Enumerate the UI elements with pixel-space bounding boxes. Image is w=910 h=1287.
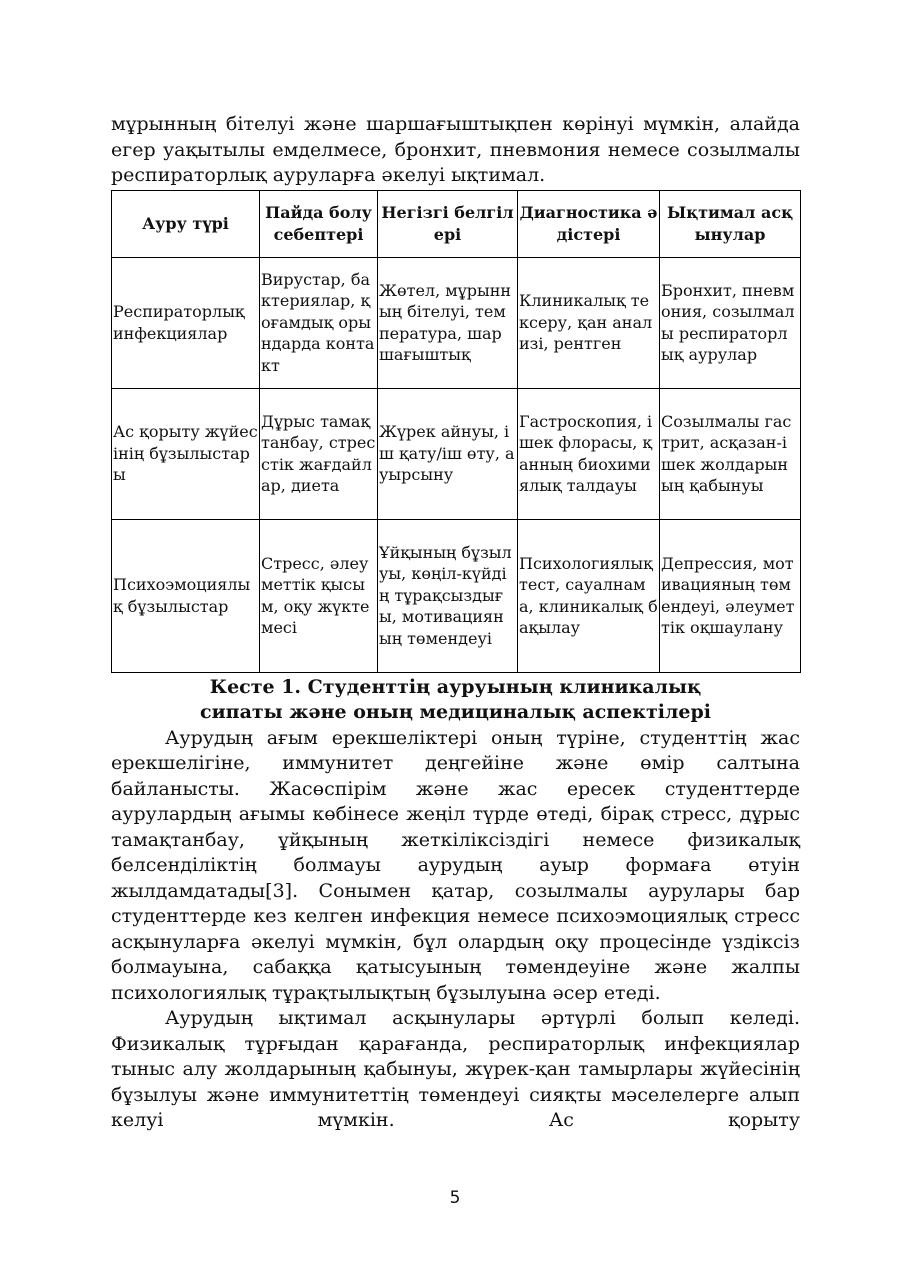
table-cell: Ұйқының бұзылуы, көңіл-күйдің тұрақсыздығы, мотивацияның төмендеуі xyxy=(378,519,518,672)
table-cell: Жүрек айнуы, іш қату/іш өту, ауырсыну xyxy=(378,388,518,519)
table-cell: Стресс, әлеуметтік қысым, оқу жүктемесі xyxy=(260,519,378,672)
body-paragraph-2: Аурудың ағым ерекшеліктері оның түріне, студенттің жас ерекшелігіне, иммунитет деңгейіне және өмір салтына байланысты. Жасөспірім және жас ересек студенттерде аурулардың ағымы көбінесе жеңіл түрде өтеді, бірақ стресс, дұрыс тамақтанбау, ұйқының жеткіліксіздігі немесе физикалық белсенділіктің болмауы аурудың ауыр формаға өтуін жылдамдатады[3]. Сонымен қатар, созылмалы аурулары бар студенттерде кез келген инфекция немесе психоэмоциялық стресс асқынуларға әкелуі мүмкін, бұл олардың оқу процесінде үздіксіз болмауына, сабаққа қатысуының төмендеуіне және жалпы психологиялық тұрақтылықтың бұзылуына әсер етеді. xyxy=(111,726,800,1004)
table-row xyxy=(112,519,801,672)
body-paragraph-3: Аурудың ықтимал асқынулары әртүрлі болып келеді. Физикалық тұрғыдан қарағанда, респираторлық инфекциялар тыныс алу жолдарының қабынуы, жүрек-қан тамырлары жүйесінің бұзылуы және иммунитеттің төмендеуі сияқты мәселелерге алып келуі мүмкін. Ас қорыту xyxy=(111,1007,800,1131)
table-caption-line1: Кесте 1. Студенттің ауруының клиникалық xyxy=(209,675,702,698)
table-cell: Депрессия, мотивацияның төмендеуі, әлеуметтік оқшаулану xyxy=(660,519,801,672)
table-caption xyxy=(111,675,800,726)
table-cell: Созылмалы гастрит, асқазан-ішек жолдарының қабынуы xyxy=(660,388,801,519)
disease-table xyxy=(111,190,801,673)
table-cell: Респираторлық инфекциялар xyxy=(112,257,260,388)
table-cell: Жөтел, мұрынның бітелуі, температура, шаршағыштық xyxy=(378,257,518,388)
table-cell: Психоэмоциялық бұзылыстар xyxy=(112,519,260,672)
table-row xyxy=(112,257,801,388)
top-paragraph: мұрынның бітелуі және шаршағыштықпен көрінуі мүмкін, алайда егер уақытылы емделмесе, бронхит, пневмония немесе созылмалы респираторлық ауруларға әкелуі ықтимал. xyxy=(111,113,800,186)
table-header-cell: Пайда болу себептері xyxy=(260,190,378,257)
table-cell: Психологиялық тест, сауалнама, клиникалық бақылау xyxy=(518,519,660,672)
table-cell: Клиникалық тексеру, қан анализі, рентген xyxy=(518,257,660,388)
table-row xyxy=(112,388,801,519)
table-cell: Бронхит, пневмония, созылмалы респираторлық аурулар xyxy=(660,257,801,388)
table-cell: Дұрыс тамақтанбау, стресстік жағдайлар, диета xyxy=(260,388,378,519)
table-header-cell: Диагностика әдістері xyxy=(518,190,660,257)
table-header-cell: Ықтимал асқынулар xyxy=(660,190,801,257)
table-header-row xyxy=(112,190,801,257)
table-header-cell: Негізгі белгілері xyxy=(378,190,518,257)
page-number: 5 xyxy=(449,1188,461,1208)
table-header-cell: Ауру түрі xyxy=(112,190,260,257)
table-caption-line2: сипаты және оның медициналық аспектілері xyxy=(200,701,711,723)
table-cell: Ас қорыту жүйесінің бұзылыстары xyxy=(112,388,260,519)
table-cell: Гастроскопия, ішек флорасы, қанның биохимиялық талдауы xyxy=(518,388,660,519)
table-cell: Вирустар, бактериялар, қоғамдық орындарда контакт xyxy=(260,257,378,388)
document-page xyxy=(111,112,800,1134)
